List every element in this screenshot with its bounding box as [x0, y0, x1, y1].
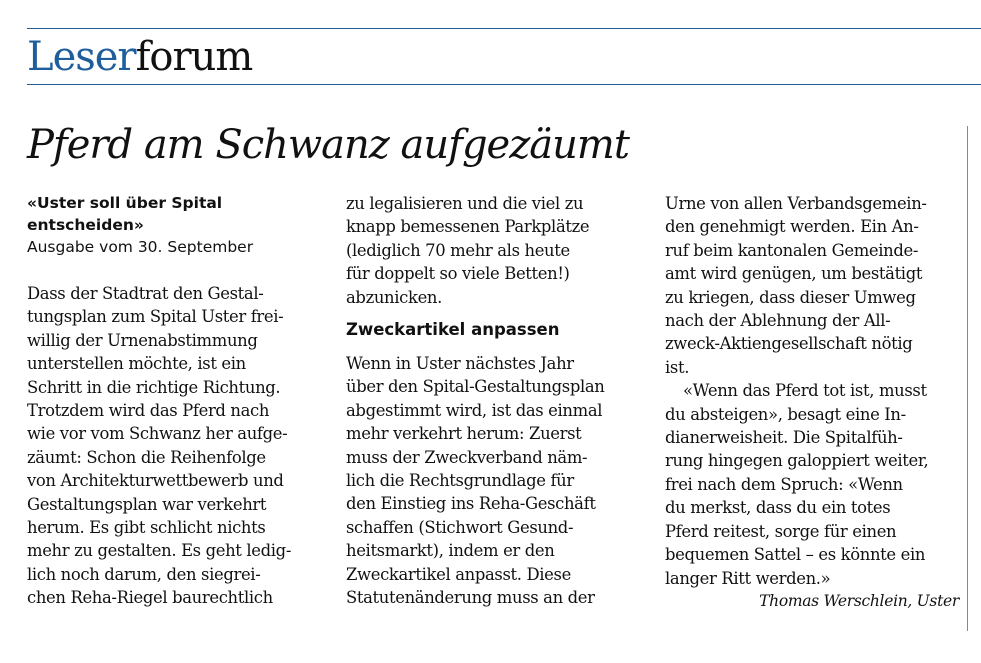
text-line: zu kriegen, dass dieser Umweg: [665, 287, 916, 307]
text-line: Dass der Stadtrat den Gestal-: [27, 284, 264, 303]
text-line: (lediglich 70 mehr als heute: [346, 240, 570, 260]
text-line: ruf beim kantonalen Gemeinde-: [665, 240, 919, 260]
column-2: [346, 192, 642, 610]
paragraph: [665, 379, 959, 590]
text-line: den genehmigt werden. Ein An-: [665, 217, 919, 237]
text-line: Statutenänderung muss an der: [346, 588, 595, 608]
text-line: Wenn in Uster nächstes Jahr: [346, 354, 574, 374]
text-line: von Architekturwettbewerb und: [27, 471, 284, 491]
text-line: schaffen (Stichwort Gesund-: [346, 517, 574, 537]
section-divider: [27, 84, 981, 85]
text-line: wie vor vom Schwanz her aufge-: [27, 424, 288, 444]
section-title-part-b: forum: [135, 34, 253, 80]
text-line: Pferd reitest, sorge für einen: [665, 521, 897, 541]
column-1: [27, 192, 323, 610]
text-line: lich die Rechtsgrundlage für: [346, 471, 574, 491]
column-rule: [967, 126, 968, 631]
text-line: du absteigen», besagt eine In-: [665, 404, 906, 424]
text-line: zäumt: Schon die Reihenfolge: [27, 447, 266, 467]
text-line: Zweckartikel anpasst. Diese: [346, 564, 571, 584]
text-line: langer Ritt werden.»: [665, 568, 831, 588]
text-line: Schritt in die richtige Richtung.: [27, 377, 281, 397]
article-headline: Pferd am Schwanz aufgezäumt: [27, 122, 629, 168]
text-line: rung hingegen galoppiert weiter,: [665, 451, 929, 471]
text-line: Urne von allen Verbandsgemein-: [665, 194, 927, 213]
paragraph: [665, 192, 959, 379]
text-line: tungsplan zum Spital Uster frei-: [27, 307, 284, 327]
text-line: zu legalisieren und die viel zu: [346, 194, 584, 213]
text-line: du merkst, dass du ein totes: [665, 498, 891, 518]
text-line: «Wenn das Pferd tot ist, musst: [683, 381, 927, 401]
text-line: dianerweisheit. Die Spitalfüh-: [665, 428, 903, 448]
text-line: für doppelt so viele Betten!): [346, 264, 570, 284]
text-line: ist.: [665, 357, 690, 377]
text-line: unterstellen möchte, ist ein: [27, 354, 246, 374]
text-line: muss der Zweckverband näm-: [346, 447, 588, 467]
column-3: [665, 192, 959, 613]
text-line: mehr zu gestalten. Es geht ledig-: [27, 541, 292, 561]
section-title-part-a: Leser: [27, 34, 136, 80]
text-line: bequemen Sattel – es könnte ein: [665, 545, 926, 565]
text-line: über den Spital-Gestaltungsplan: [346, 377, 605, 397]
paragraph: [27, 282, 323, 610]
reference-date: Ausgabe vom 30. September: [27, 238, 254, 256]
text-line: nach der Ablehnung der All-: [665, 311, 891, 331]
text-line: knapp bemessenen Parkplätze: [346, 217, 590, 237]
text-line: abzunicken.: [346, 287, 442, 307]
text-line: frei nach dem Spruch: «Wenn: [665, 474, 903, 494]
text-line: zweck-Aktiengesellschaft nötig: [665, 334, 913, 354]
author-signature: Thomas Werschlein, Uster: [759, 591, 959, 610]
text-line: willig der Urnenabstimmung: [27, 330, 258, 350]
text-line: herum. Es gibt schlicht nichts: [27, 518, 266, 538]
top-rule: [27, 28, 981, 29]
text-line: amt wird genügen, um bestätigt: [665, 264, 923, 284]
subheading: Zweckartikel anpassen: [346, 320, 560, 340]
text-line: mehr verkehrt herum: Zuerst: [346, 424, 582, 444]
paragraph: [346, 192, 642, 309]
paragraph: [346, 352, 642, 609]
text-line: abgestimmt wird, ist das einmal: [346, 400, 603, 420]
text-line: Gestaltungsplan war verkehrt: [27, 494, 267, 514]
text-line: den Einstieg ins Reha-Geschäft: [346, 494, 596, 514]
text-line: heitsmarkt), indem er den: [346, 541, 555, 561]
text-line: chen Reha-Riegel baurechtlich: [27, 588, 273, 608]
section-title: [27, 34, 252, 80]
text-line: lich noch darum, den siegrei-: [27, 564, 261, 584]
reference-title-line: entscheiden»: [27, 216, 144, 234]
text-line: Trotzdem wird das Pferd nach: [27, 401, 270, 421]
reference-title-line: «Uster soll über Spital: [27, 194, 223, 212]
